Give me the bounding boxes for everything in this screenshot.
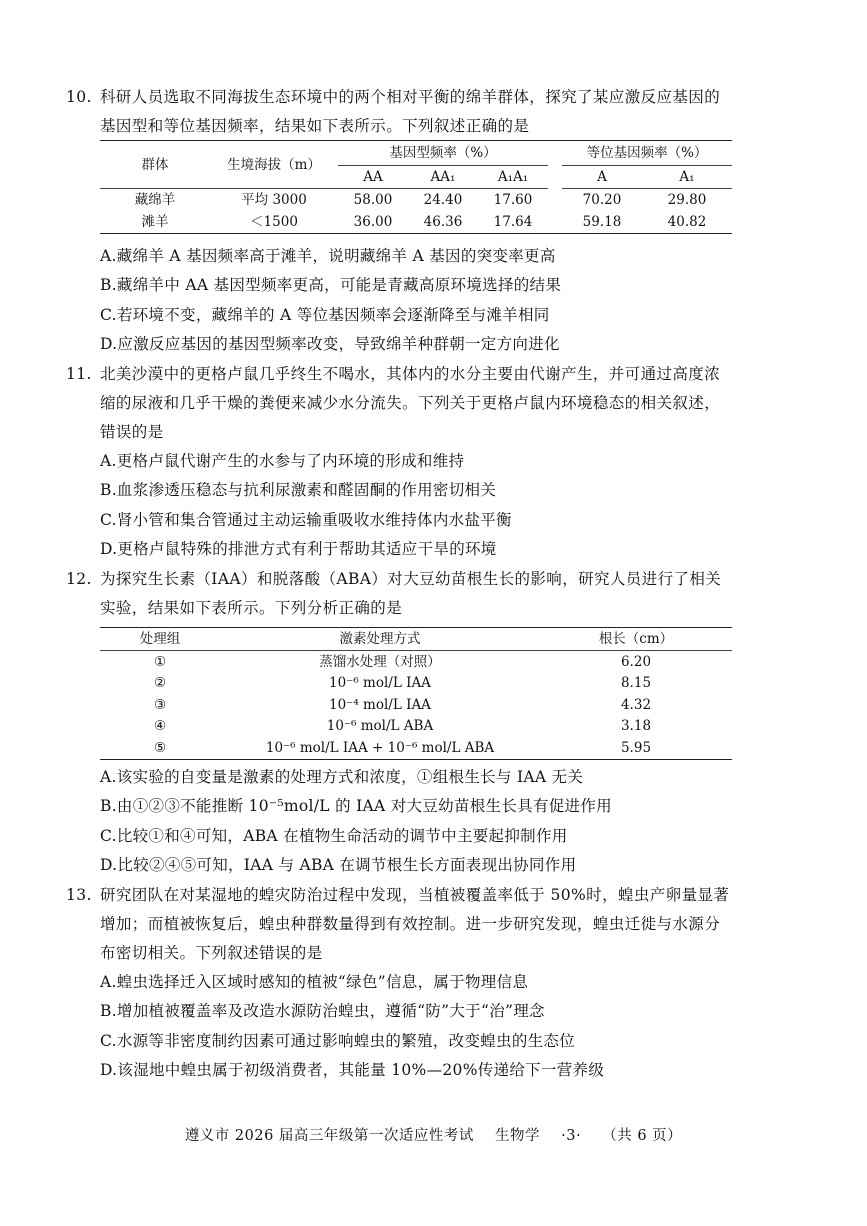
question-13-stem [66, 881, 772, 910]
option-c[interactable]: C.肾小管和集合管通过主动运输重吸收水维持体内水盐平衡 [100, 510, 512, 529]
table-cell: 10⁻⁴ mol/L IAA [329, 696, 431, 713]
table-row [100, 211, 732, 234]
table-cell: 58.00 [353, 192, 393, 208]
table-cell: 3.18 [620, 718, 652, 735]
table-cell: ④ [153, 718, 167, 735]
option-b[interactable]: B.血浆渗透压稳态与抗利尿激素和醛固酮的作用密切相关 [100, 481, 497, 500]
table-cell: ① [153, 653, 167, 670]
table-cell: 70.20 [582, 192, 622, 208]
table-cell: 蒸馏水处理（对照） [319, 653, 441, 670]
table-subheader: A [562, 166, 642, 189]
question-11 [66, 360, 772, 564]
option-d[interactable]: D.更格卢鼠特殊的排泄方式有利于帮助其适应干旱的环境 [100, 539, 497, 558]
stem-line: 为探究生长素（IAA）和脱落酸（ABA）对大豆幼苗根生长的影响，研究人员进行了相关 [100, 570, 722, 588]
question-10 [66, 83, 772, 141]
table-cell: 40.82 [642, 211, 732, 234]
table-row [100, 716, 732, 738]
table-subheader: A₁ [642, 166, 732, 189]
table-header-group: 处理组 [100, 628, 220, 651]
table-cell: 5.95 [540, 737, 732, 759]
table-header-allele-frequency: 等位基因频率（%） [562, 141, 732, 166]
option-d[interactable]: D.该湿地中蝗虫属于初级消费者，其能量 10%—20%传递给下一营养级 [100, 1060, 605, 1079]
option-a[interactable]: A.该实验的自变量是激素的处理方式和浓度，①组根生长与 IAA 无关 [100, 768, 584, 786]
table-cell: 46.36 [408, 211, 478, 234]
stem-line: 错误的是 [100, 423, 164, 441]
hormone-treatment-table [100, 627, 732, 760]
table-row [100, 694, 732, 716]
option-a[interactable]: A.更格卢鼠代谢产生的水参与了内环境的形成和维持 [100, 452, 465, 470]
table-cell: 6.20 [620, 653, 652, 670]
table-header-altitude: 生境海拔（m） [210, 141, 338, 189]
table-cell: ＜1500 [210, 211, 338, 234]
table-cell: 滩羊 [100, 211, 210, 234]
question-11-stem [66, 360, 772, 389]
table-cell: 平均 3000 [241, 192, 307, 208]
table-cell: ③ [153, 696, 167, 713]
table-cell: 藏绵羊 [134, 192, 176, 208]
question-number: 10. [66, 88, 92, 106]
option-c[interactable]: C.若环境不变，藏绵羊的 A 等位基因频率会逐渐降至与滩羊相同 [100, 305, 550, 324]
table-cell: 17.64 [478, 211, 548, 234]
stem-line: 北美沙漠中的更格卢鼠几乎终生不喝水，其体内的水分主要由代谢产生，并可通过高度浓 [100, 365, 721, 383]
option-a[interactable]: A.蝗虫选择迁入区域时感知的植被“绿色”信息，属于物理信息 [100, 973, 529, 991]
option-b[interactable]: B.增加植被覆盖率及改造水源防治蝗虫，遵循“防”大于“治”理念 [100, 1002, 545, 1021]
table-header-genotype-frequency: 基因型频率（%） [338, 141, 548, 166]
option-a[interactable]: A.藏绵羊 A 基因频率高于滩羊，说明藏绵羊 A 基因的突变率更高 [100, 247, 556, 265]
table-cell: 59.18 [562, 211, 642, 234]
table-cell: 36.00 [338, 211, 408, 234]
table-cell: 4.32 [620, 696, 652, 713]
question-12 [66, 565, 772, 623]
stem-line: 增加；而植被恢复后，蝗虫种群数量得到有效控制。进一步研究发现，蝗虫迁徙与水源分 [100, 915, 721, 933]
table-cell: 10⁻⁶ mol/L ABA [326, 718, 434, 735]
stem-line: 实验，结果如下表所示。下列分析正确的是 [100, 599, 403, 617]
table-cell: 8.15 [620, 675, 652, 692]
total-pages: （共 6 页） [602, 1128, 683, 1144]
exam-title: 遵义市 2026 届高三年级第一次适应性考试 [184, 1128, 474, 1144]
stem-line: 研究团队在对某湿地的蝗灾防治过程中发现，当植被覆盖率低于 50%时，蝗虫产卵量显著 [100, 886, 730, 904]
option-c[interactable]: C.比较①和④可知，ABA 在植物生命活动的调节中主要起抑制作用 [100, 826, 568, 845]
option-d[interactable]: D.比较②④⑤可知，IAA 与 ABA 在调节根生长方面表现出协同作用 [100, 855, 577, 874]
table-header-root-length: 根长（cm） [540, 628, 732, 651]
table-cell: ⑤ [100, 737, 220, 759]
table-row [100, 189, 732, 212]
option-d[interactable]: D.应激反应基因的基因型频率改变，导致绵羊种群朝一定方向进化 [100, 334, 560, 353]
page-number: ·3· [561, 1128, 582, 1144]
question-10-stem [66, 83, 772, 112]
question-number: 12. [66, 570, 92, 588]
question-12-stem [66, 565, 772, 594]
stem-line: 基因型和等位基因频率，结果如下表所示。下列叙述正确的是 [100, 117, 530, 135]
stem-line: 科研人员选取不同海拔生态环境中的两个相对平衡的绵羊群体，探究了某应激反应基因的 [100, 88, 721, 106]
table-cell: 24.40 [423, 192, 463, 208]
subject-name: 生物学 [495, 1128, 541, 1144]
table-row [100, 737, 732, 759]
table-row [100, 651, 732, 673]
table-header-method: 激素处理方式 [220, 628, 540, 651]
stem-line: 缩的尿液和几乎干燥的粪便来减少水分流失。下列关于更格卢鼠内环境稳态的相关叙述， [100, 394, 721, 412]
table-row [100, 673, 732, 695]
page-footer [0, 1124, 867, 1145]
table-subheader: AA [338, 166, 408, 189]
table-subheader: A₁A₁ [478, 166, 548, 189]
question-13 [66, 881, 772, 1085]
table-cell: 10⁻⁶ mol/L IAA [329, 675, 431, 692]
table-header-group: 群体 [100, 141, 210, 189]
genotype-frequency-table [100, 140, 732, 234]
question-number: 13. [66, 886, 92, 904]
table-cell: 29.80 [667, 192, 707, 208]
question-number: 11. [66, 365, 92, 383]
question-12-options [66, 763, 772, 880]
table-cell: 17.60 [493, 192, 533, 208]
stem-line: 布密切相关。下列叙述错误的是 [100, 944, 323, 962]
option-b[interactable]: B.由①②③不能推断 10⁻⁵mol/L 的 IAA 对大豆幼苗根生长具有促进作用 [100, 797, 612, 816]
table-cell: ② [153, 675, 167, 692]
table-subheader: AA₁ [408, 166, 478, 189]
question-10-options [66, 242, 772, 359]
table-cell: 10⁻⁶ mol/L IAA + 10⁻⁶ mol/L ABA [220, 737, 540, 759]
option-b[interactable]: B.藏绵羊中 AA 基因型频率更高，可能是青藏高原环境选择的结果 [100, 276, 562, 295]
option-c[interactable]: C.水源等非密度制约因素可通过影响蝗虫的繁殖，改变蝗虫的生态位 [100, 1031, 576, 1050]
